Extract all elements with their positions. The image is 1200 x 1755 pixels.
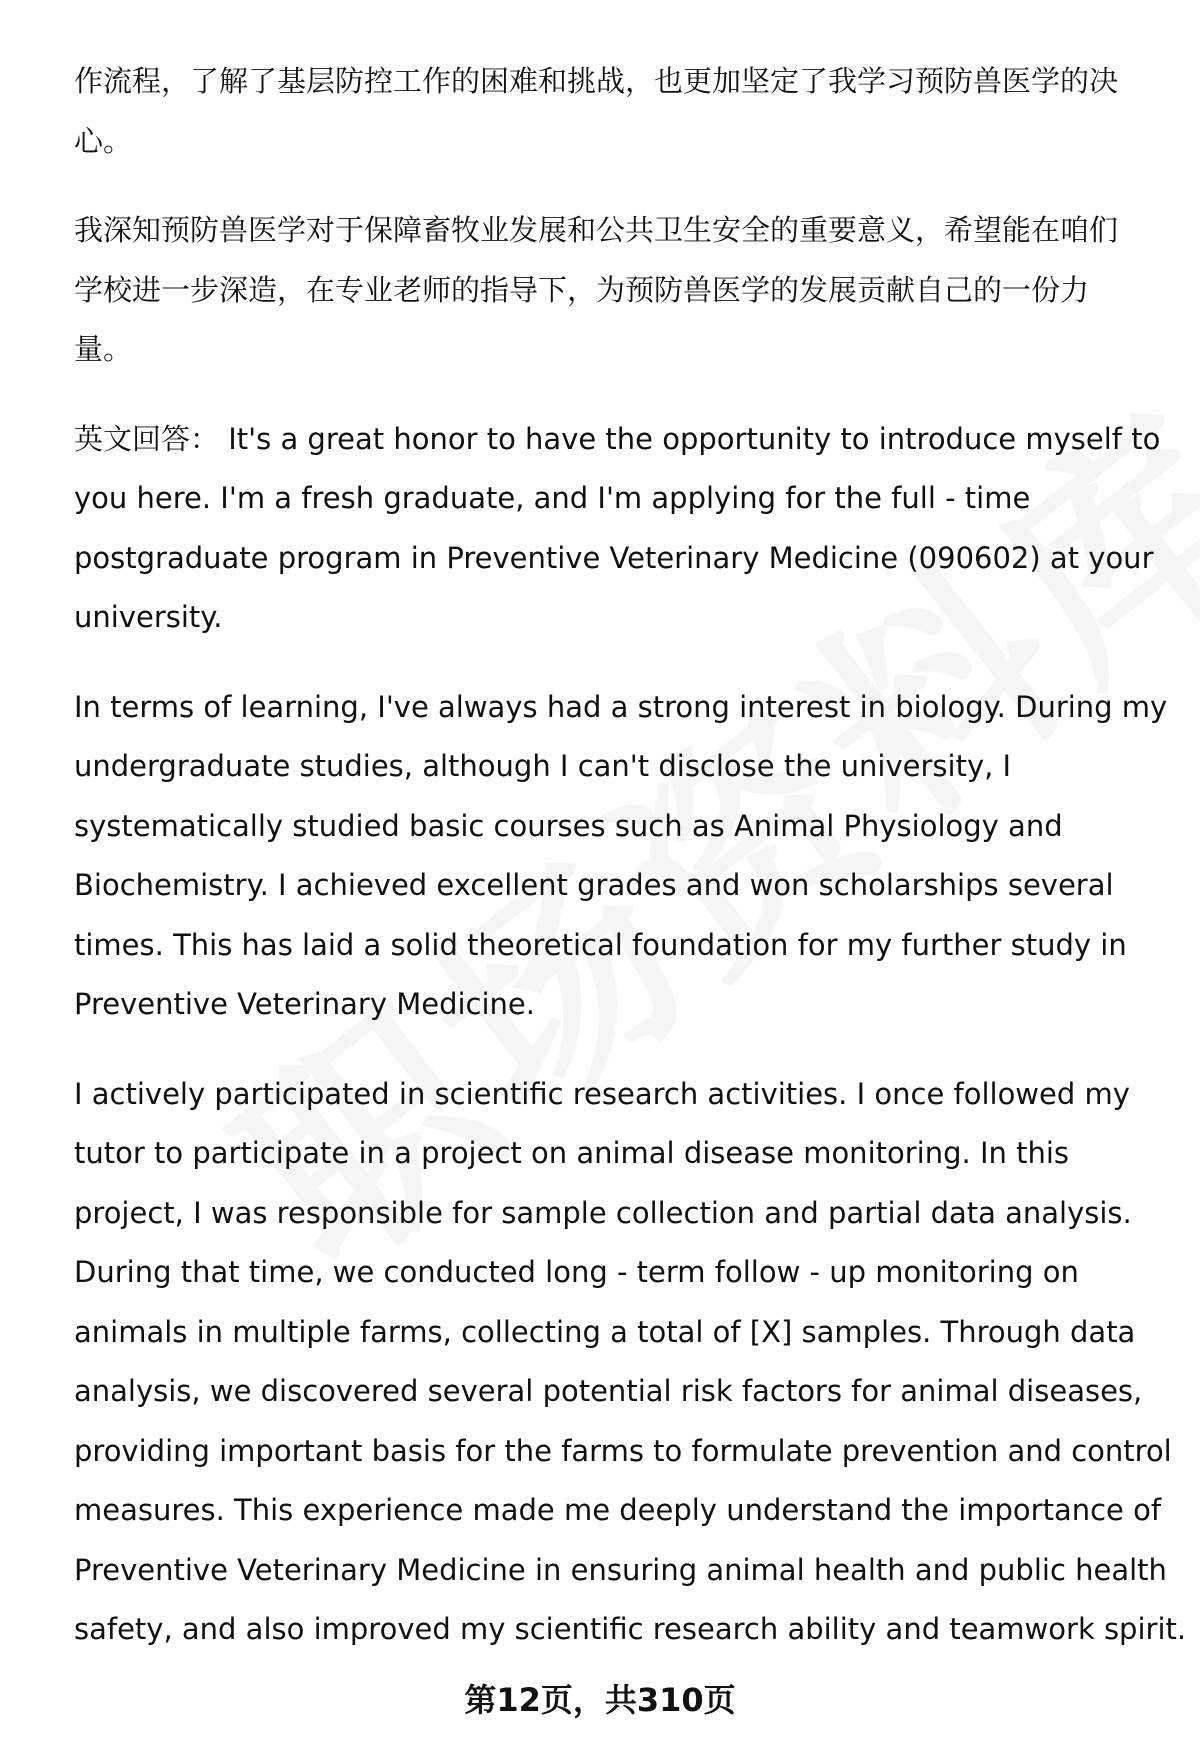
page-number: 第12页，共310页 [464,1681,736,1719]
text-line: tutor to participate in a project on animal disease monitoring. In this [74,1136,1070,1170]
paragraph-english-intro [74,410,1164,648]
text-line: I actively participated in scientific research activities. I once followed my [74,1076,1130,1111]
text-line: 我深知预防兽医学对于保障畜牧业发展和公共卫生安全的重要意义，希望能在咱们 [74,213,1119,247]
text-line: Preventive Veterinary Medicine. [74,987,535,1021]
text-line: undergraduate studies, although I can't disclose the university, I [74,749,1012,783]
text-line: postgraduate program in Preventive Veterinary Medicine (090602) at your [74,540,1154,575]
text-line: 量。 [74,332,133,366]
text-line: systematically studied basic courses such as Animal Physiology and [74,808,1063,843]
text-line: 心。 [74,123,133,158]
text-line: university. [74,600,223,634]
text-line: analysis, we discovered several potential risk factors for animal diseases, [74,1374,1143,1408]
paragraph-english-research [74,1065,1187,1660]
text-line: safety, and also improved my scientific research ability and teamwork spirit. [74,1612,1187,1646]
text-line: 学校进一步深造，在专业老师的指导下，为预防兽医学的发展贡献自己的一份力 [74,272,1090,307]
text-line: 英文回答： It's a great honor to have the opportunity to introduce myself to [74,421,1161,456]
paragraph-chinese-1 [74,52,1164,171]
text-line: times. This has laid a solid theoretical foundation for my further study in [74,927,1127,962]
text-line: During that time, we conducted long - term follow - up monitoring on [74,1255,1079,1289]
document-body [74,52,1187,1690]
paragraph-english-learning [74,678,1168,1035]
text-line: measures. This experience made me deeply understand the importance of [74,1493,1162,1527]
paragraph-chinese-2 [74,201,1164,380]
text-line: project, I was responsible for sample collection and partial data analysis. [74,1195,1132,1230]
text-line: Biochemistry. I achieved excellent grades and won scholarships several [74,868,1114,902]
text-line: providing important basis for the farms to formulate prevention and control [74,1433,1172,1468]
text-line: 作流程，了解了基层防控工作的困难和挑战，也更加坚定了我学习预防兽医学的决 [74,64,1119,98]
text-line: animals in multiple farms, collecting a total of [X] samples. Through data [74,1314,1136,1349]
text-line: In terms of learning, I've always had a strong interest in biology. During my [74,689,1168,724]
text-line: you here. I'm a fresh graduate, and I'm applying for the full - time [74,481,1031,515]
text-line: Preventive Veterinary Medicine in ensuring animal health and public health [74,1552,1167,1587]
